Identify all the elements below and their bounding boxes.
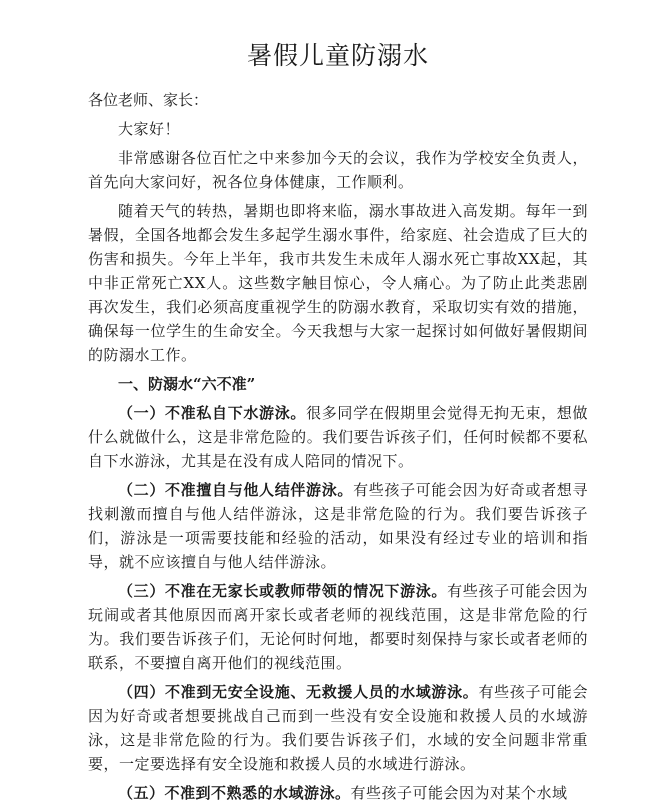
- rule-paragraph: [88, 781, 588, 805]
- intro-paragraph: 非常感谢各位百忙之中来参加今天的会议，我作为学校安全负责人，首先向大家问好，祝各位身体健康，工作顺利。: [88, 149, 588, 191]
- rule-paragraph: [88, 478, 588, 574]
- section-heading: 一、防溺水“六不准”: [118, 375, 256, 393]
- rule-paragraph: [88, 401, 588, 473]
- rule-lead: （二）不准擅自与他人结伴游泳。: [118, 481, 354, 499]
- rule-lead: （三）不准在无家长或教师带领的情况下游泳。: [118, 582, 448, 600]
- rule-lead: （一）不准私自下水游泳。: [118, 404, 307, 422]
- rule-lead: （四）不准到无安全设施、无救援人员的水域游泳。: [118, 683, 479, 701]
- greeting: 大家好！: [118, 120, 181, 138]
- rule-body: 很多同学在假期里会觉得无拘无束，想做什么就做什么，这是非常危险的。我们要告诉孩子们，任何时候都不要私自下水游泳，尤其是在没有成人陪同的情况下。: [88, 404, 588, 470]
- rule-lead: （五）不准到不熟悉的水域游泳。: [118, 784, 351, 802]
- rule-body: 有些孩子可能会因为好奇或者想要挑战自己而到一些没有安全设施和救援人员的水域游泳，这是非常危险的行为。我们要告诉孩子们，水域的安全问题非常重要，一定要选择有安全设施和救援人员的水域进行游泳。: [88, 683, 588, 773]
- rule-paragraph: [88, 579, 588, 675]
- rule-body: 有些孩子可能会因为对某个水域: [350, 784, 568, 802]
- rule-body: 有些孩子可能会因为玩闹或者其他原因而离开家长或者老师的视线范围，这是非常危险的行为。我们要告诉孩子们，无论何时何地，都要时刻保持与家长或者老师的联系，不要擅自离开他们的视线范围。: [88, 582, 588, 672]
- salutation: 各位老师、家长：: [88, 91, 209, 109]
- rule-body: 有些孩子可能会因为好奇或者想寻找刺激而擅自与他人结伴游泳，这是非常危险的行为。我们要告诉孩子们，游泳是一项需要技能和经验的活动，如果没有经过专业的培训和指导，就不应该擅自与他人结伴游泳。: [88, 481, 588, 571]
- rule-paragraph: [88, 680, 588, 776]
- intro-paragraph: 随着天气的转热，暑期也即将来临，溺水事故进入高发期。每年一到暑假，全国各地都会发生多起学生溺水事件，给家庭、社会造成了巨大的伤害和损失。今年上半年，我市共发生未成年人溺水死亡事故XX起，其中非正常死亡XX人。这些数字触目惊心，令人痛心。为了防止此类悲剧再次发生，我们必须高度重视学生的防溺水教育，采取切实有效的措施，确保每一位学生的生命安全。今天我想与大家一起探讨如何做好暑假期间的防溺水工作。: [88, 202, 588, 364]
- document-title: 暑假儿童防溺水: [246, 41, 429, 70]
